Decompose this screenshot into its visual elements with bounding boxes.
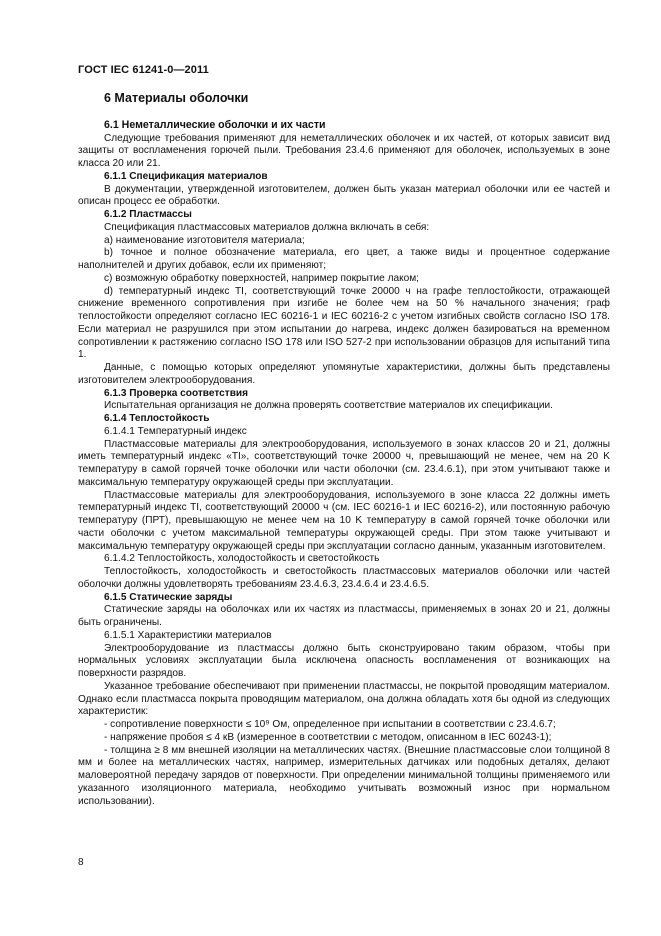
- list-item: a) наименование изготовителя материала;: [104, 234, 305, 246]
- page-body: [78, 92, 610, 808]
- list-item: c) возможную обработку поверхностей, например покрытие лаком;: [104, 272, 419, 284]
- clause-heading: 6.1.2 Пластмассы: [104, 209, 192, 220]
- list-item: b) точное и полное обозначение материала, его цвет, а также виды и процентное содержание наполнителей и других добавок, если их применяют;: [78, 247, 610, 271]
- paragraph: Теплостойкость, холодостойкость и светостойкость пластмассовых материалов оболочки или частей оболочки должны удовлетворять требованиям 23.4.6.3, 23.4.6.4 и 23.4.6.5.: [78, 566, 610, 590]
- paragraph: Следующие требования применяют для неметаллических оболочек и их частей, от которых зависит вид защиты от воспламенения горючей пыли. Требования 23.4.6 применяют для оболочек, используемых в зоне класса 20 или 21.: [78, 132, 610, 169]
- paragraph: Электрооборудование из пластмассы должно быть сконструировано таким образом, чтобы при нормальных условиях эксплуатации была исключена опасность воспламенения от возникающих на поверхности разрядов.: [78, 642, 610, 679]
- list-item: - толщина ≥ 8 мм внешней изоляции на металлических частях. (Внешние пластмассовые слои толщиной 8 мм и более на металлических частях, например, измерительных датчиках или подобных деталях, делают маловероятной передачу зарядов от поверхности. При определении минимальной толщины применяемого или указанного изоляционного материала, необходимо учитывать возможный износ при нормальном использовании).: [78, 744, 610, 807]
- list-item: - напряжение пробоя ≤ 4 кВ (измеренное в соответствии с методом, описанном в IEC 60243-1);: [104, 731, 552, 743]
- paragraph: Пластмассовые материалы для электрооборудования, используемого в зоне класса 22 должны иметь температурный индекс TI, соответствующий 20000 ч (см. IEC 60216-1 и IEC 60216-2), или постоянную рабочую температуру (ПРТ), превышающую не менее чем на 10 K температуру в самой горячей точке оболочки или части оболочки с учетом максимальной температуры окружающей среды. При этом также учитывают и максимальную температуру окружающей среды при эксплуатации согласно данным, указанным изготовителем.: [78, 489, 610, 552]
- clause-heading: 6.1.3 Проверка соответствия: [104, 387, 249, 399]
- paragraph: Указанное требование обеспечивают при применении пластмассы, не покрытой проводящим материалом. Однако если пластмасса покрыта проводящим материалом, она должна обладать хотя бы одной из следующих характеристик:: [78, 680, 610, 718]
- list-item: d) температурный индекс TI, соответствующий точке 20000 ч на графе теплостойкости, отражающей снижение временного сопротивления при изгибе не более чем на 50 % начального значения; граф теплостойкости определяют согласно IEC 60216-1 и IEC 60216-2 с учетом изгибных свойств согласно ISO 178. Если материал не разрушился при этом испытании до нагрева, индекс должен базироваться на временном сопротивлении к растяжению согласно ISO 178 или ISO 527-2 при использовании образцов для испытаний типа 1.: [78, 285, 610, 361]
- subclause-heading: 6.1.4.2 Теплостойкость, холодостойкость и светостойкость: [104, 553, 380, 565]
- subclause-heading: 6.1.5.1 Характеристики материалов: [104, 629, 272, 641]
- paragraph: В документации, утвержденной изготовителем, должен быть указан материал оболочки или ее частей и описан процесс ее обработки.: [78, 183, 610, 208]
- paragraph: Спецификация пластмассовых материалов должна включать в себя:: [104, 221, 430, 233]
- clause-heading: 6.1.1 Спецификация материалов: [104, 170, 268, 182]
- clause-heading: 6.1.5 Статические заряды: [104, 591, 233, 603]
- paragraph: Пластмассовые материалы для электрооборудования, используемого в зонах классов 20 и 21, должны иметь температурный индекс «TI», соответствующий точке 20000 ч, превышающий не менее, чем на 20 K температуру в самой горячей точке оболочки или части оболочки (см. 23.4.6.1), при этом учитывают также и максимальную температуру окружающей среды при эксплуатации.: [78, 438, 610, 488]
- document-header: ГОСТ IEC 61241-0—2011: [78, 64, 209, 76]
- clause-heading: 6.1.4 Теплостойкость: [104, 413, 210, 424]
- page-number: 8: [78, 857, 84, 868]
- paragraph: Статические заряды на оболочках или их частях из пластмассы, применяемых в зонах 20 и 21, должны быть ограничены.: [78, 604, 610, 628]
- paragraph: Испытательная организация не должна проверять соответствие материалов их спецификации.: [104, 400, 553, 412]
- subclause-heading: 6.1.4.1 Температурный индекс: [104, 425, 247, 437]
- paragraph: Данные, с помощью которых определяют упомянутые характеристики, должны быть представлены изготовителем электрооборудования.: [78, 362, 610, 386]
- section-title: 6 Материалы оболочки: [104, 91, 249, 105]
- list-item: - сопротивление поверхности ≤ 10⁹ Ом, определенное при испытании в соответствии с 23.4.6.7;: [104, 719, 556, 730]
- subsection-heading: 6.1 Неметаллические оболочки и их части: [104, 118, 326, 131]
